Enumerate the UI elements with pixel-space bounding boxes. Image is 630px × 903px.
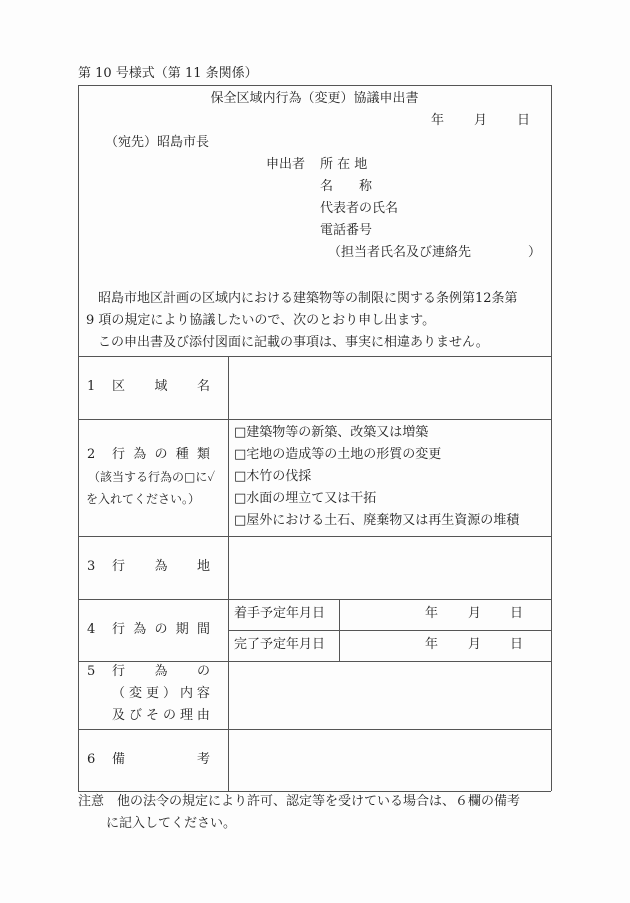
row-1-number: 1 (87, 379, 96, 394)
start-month: 月 (468, 606, 482, 621)
start-day: 日 (510, 606, 524, 621)
start-year: 年 (425, 606, 439, 621)
end-date-label: 完了予定年月日 (234, 637, 326, 652)
contact-label: （担当者氏名及び連絡先 (328, 245, 472, 260)
note-line-2: に記入してください。 (106, 816, 237, 831)
row-2-note-1: （該当する行為の□に✓ (88, 470, 216, 484)
date-year: 年 (431, 113, 445, 128)
row-3-number: 3 (87, 559, 96, 574)
remarks-field[interactable] (230, 731, 550, 790)
date-month: 月 (474, 113, 488, 128)
option-land-alteration[interactable]: □宅地の造成等の土地の形質の変更 (234, 447, 442, 462)
note-line-1: 注意 他の法令の規定により許可、認定等を受けている場合は、６欄の備考 (78, 794, 521, 809)
applicant-address-label: 所 在 地 (320, 157, 368, 172)
body-line-3: この申出書及び添付図面に記載の事項は、事実に相違ありません。 (98, 335, 489, 350)
end-year: 年 (425, 637, 439, 652)
contact-close: ） (528, 245, 542, 260)
start-date-field[interactable] (341, 601, 550, 629)
row-1-label: 区 域 名 (112, 379, 210, 394)
row-6-number: 6 (87, 752, 96, 767)
row-3-label: 行 為 地 (112, 559, 210, 574)
row-5-label-1: 行 為 の (112, 664, 210, 679)
body-line-1: 昭島市地区計画の区域内における建築物等の制限に関する条例第12条第 (98, 291, 518, 306)
row-4-label: 行 為 の 期 間 (112, 622, 210, 637)
row-2-label: 行 為 の 種 類 (112, 447, 210, 462)
date-day: 日 (517, 113, 531, 128)
row-4-number: 4 (87, 622, 96, 637)
applicant-label: 申出者 (266, 157, 306, 172)
row-5-number: 5 (87, 664, 96, 679)
row-5-label-3: 及 び そ の 理 由 (112, 708, 210, 723)
option-land-reclamation[interactable]: □水面の埋立て又は干拓 (234, 491, 377, 506)
row-6-label: 備 考 (112, 752, 210, 767)
area-name-field[interactable] (230, 358, 550, 418)
applicant-name-label: 名 称 (320, 179, 373, 194)
end-month: 月 (468, 637, 482, 652)
option-tree-felling[interactable]: □木竹の伐採 (234, 469, 312, 484)
site-field[interactable] (230, 538, 550, 598)
end-day: 日 (510, 637, 524, 652)
addressee: （宛先）昭島市長 (105, 135, 210, 150)
start-date-label: 着手予定年月日 (234, 606, 326, 621)
option-new-construction[interactable]: □建築物等の新築、改築又は増築 (234, 425, 429, 440)
end-date-field[interactable] (341, 632, 550, 660)
row-2-note-2: を入れてください。） (86, 492, 201, 506)
row-5-label-2: （ 変 更 ） 内 容 (112, 686, 210, 701)
form-title: 保全区域内行為（変更）協議申出書 (210, 91, 419, 106)
content-field[interactable] (230, 663, 550, 728)
option-outdoor-storage[interactable]: □屋外における土石、廃棄物又は再生資源の堆積 (234, 513, 520, 528)
phone-label: 電話番号 (320, 223, 373, 238)
body-line-2: 9 項の規定により協議したいので、次のとおり申し出ます。 (86, 313, 436, 328)
form-number: 第 10 号様式（第 11 条関係） (78, 66, 258, 81)
row-2-number: 2 (87, 447, 96, 462)
representative-label: 代表者の氏名 (320, 201, 399, 216)
